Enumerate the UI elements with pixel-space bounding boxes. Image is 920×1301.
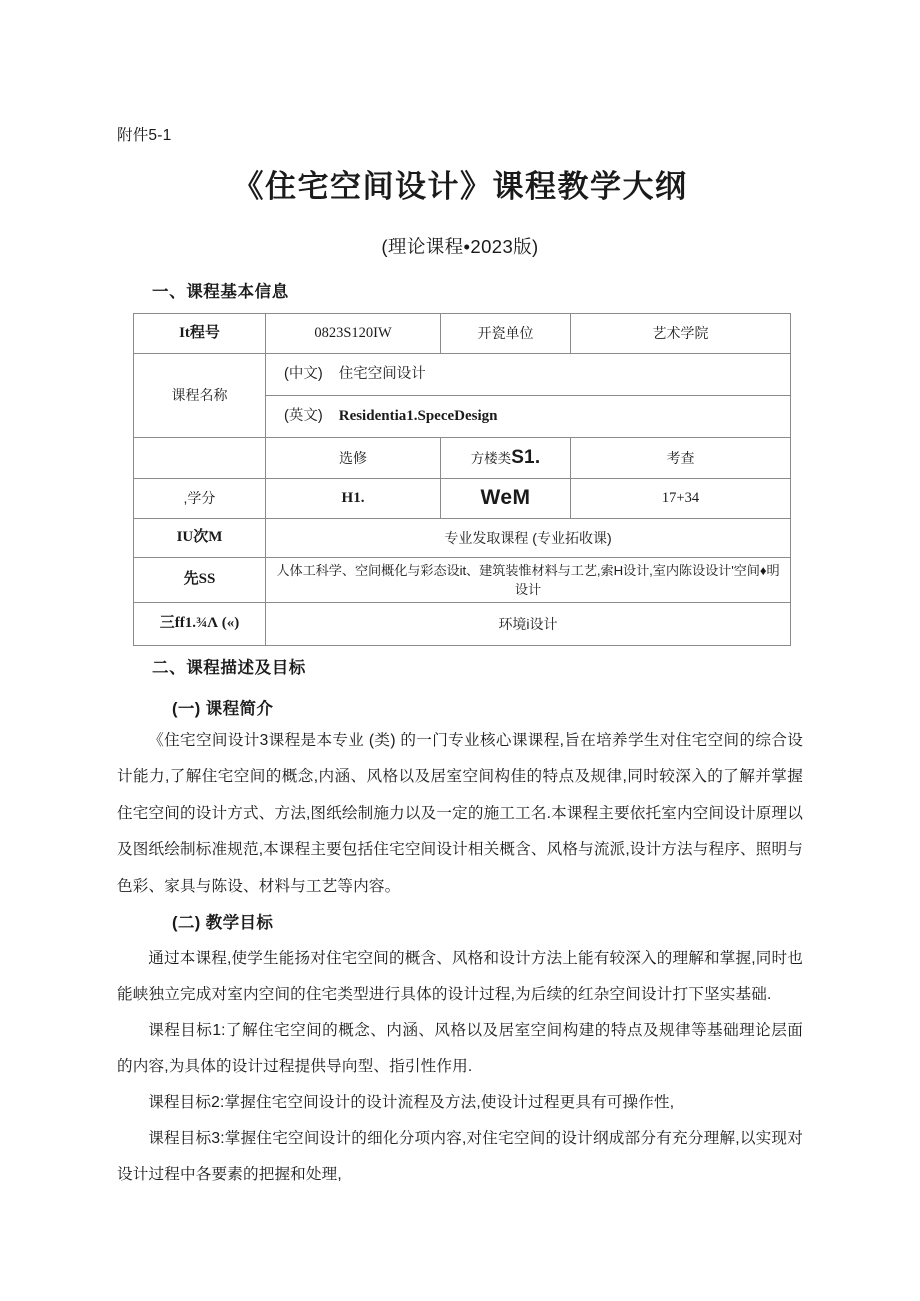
table-row [134, 314, 791, 354]
row-label-course-category: IU次M [134, 519, 266, 558]
paragraph-objective-2: 课程目标2:掌握住宅空间设计的设计流程及方法,使设计过程更具有可操作性, [148, 1094, 675, 1111]
row-label-course-code: It程号 [134, 314, 266, 354]
row-label-prerequisites: 先SS [134, 558, 266, 603]
cell-course-code-value: 0823S120IW [266, 314, 441, 354]
table-row [134, 558, 791, 603]
cell-credits-value: H1. [266, 479, 441, 519]
section-heading-description: 二、课程描述及目标 [152, 659, 306, 677]
cell-assessment-category [441, 438, 571, 479]
course-name-en-prefix: (英文) [284, 407, 323, 424]
table-row [134, 603, 791, 646]
cell-course-name-en [266, 396, 791, 438]
paragraph-objective-3: 课程目标3:掌握住宅空间设计的细化分项内容,对住宅空间的设计纲成部分有充分理解,以实现对设计过程中各要素的把握和处理, [117, 1130, 803, 1184]
cell-hours-label: WeM [441, 479, 571, 519]
section-heading-basic-info: 一、课程基本信息 [152, 283, 289, 301]
table-row [134, 479, 791, 519]
course-basic-info-table [133, 313, 791, 646]
table-row [134, 354, 791, 396]
course-name-en-value: Residentia1.SpeceDesign [338, 407, 498, 424]
subheading-course-intro: (一) 课程简介 [172, 700, 274, 718]
cell-hours-value: 17+34 [571, 479, 791, 519]
subheading-teaching-objectives: (二) 教学目标 [172, 914, 274, 932]
paragraph-course-intro: 《住宅空间设计3课程是本专业 (类) 的一门专业核心课课程,旨在培养学生对住宅空间的综合设计能力,了解住宅空间的概念,内涵、风格以及居室空间构佳的特点及规律,同时较深入的了解并掌握住宅空间的设计方式、方法,图纸绘制施力以及一定的施工工名.本课程主要依托室内空间设计原理以及图纸绘制标准规范,本课程主要包括住宅空间设计相关概含、风格与流派,设计方法与程序、照明与色彩、家具与陈设、材料与工艺等内容。 [117, 732, 803, 895]
cell-course-nature: 选修 [266, 438, 441, 479]
assessment-category-code: S1. [511, 447, 541, 469]
cell-prerequisites-value: 人体工科学、空间概化与彩态设it、建筑装惟材料与工艺,索H设计,室内陈设设计'空间♦明设计 [266, 558, 791, 603]
row-label-course-name: 课程名称 [134, 354, 266, 438]
table-row [134, 519, 791, 558]
paragraph-objective-intro: 通过本课程,使学生能扬对住宅空间的概含、风格和设计方法上能有较深入的理解和掌握,同时也能峡独立完成对室内空间的住宅类型进行具体的设计过程,为后续的红杂空间设计打下坚实基础. [117, 950, 803, 1004]
cell-course-category-value: 专业发取课程 (专业拓收课) [266, 519, 791, 558]
row-label-empty [134, 438, 266, 479]
attachment-tag: 附件5-1 [117, 127, 172, 144]
page-title: 《住宅空间设计》课程教学大纲 [232, 169, 688, 204]
cell-applicable-major-value: 环境i设计 [266, 603, 791, 646]
cell-offering-unit-value: 艺术学院 [571, 314, 791, 354]
cell-course-name-cn [266, 354, 791, 396]
course-name-cn-prefix: (中文) [284, 365, 323, 382]
course-name-cn-value: 住宅空间设计 [338, 365, 426, 382]
row-label-offering-unit: 开瓷单位 [441, 314, 571, 354]
paragraph-objective-1: 课程目标1:了解住宅空间的概念、内涵、风格以及居室空间构建的特点及规律等基础理论层面的内容,为具体的设计过程提供导向型、指引性作用. [117, 1022, 803, 1076]
assessment-category-prefix: 方楼类 [470, 451, 512, 467]
cell-assessment-method: 考查 [571, 438, 791, 479]
document-subtitle: (理论课程•2023版) [381, 236, 539, 257]
table-row [134, 438, 791, 479]
row-label-credits: ,学分 [134, 479, 266, 519]
row-label-applicable-major: 三ff1.¾Λ («) [134, 603, 266, 646]
